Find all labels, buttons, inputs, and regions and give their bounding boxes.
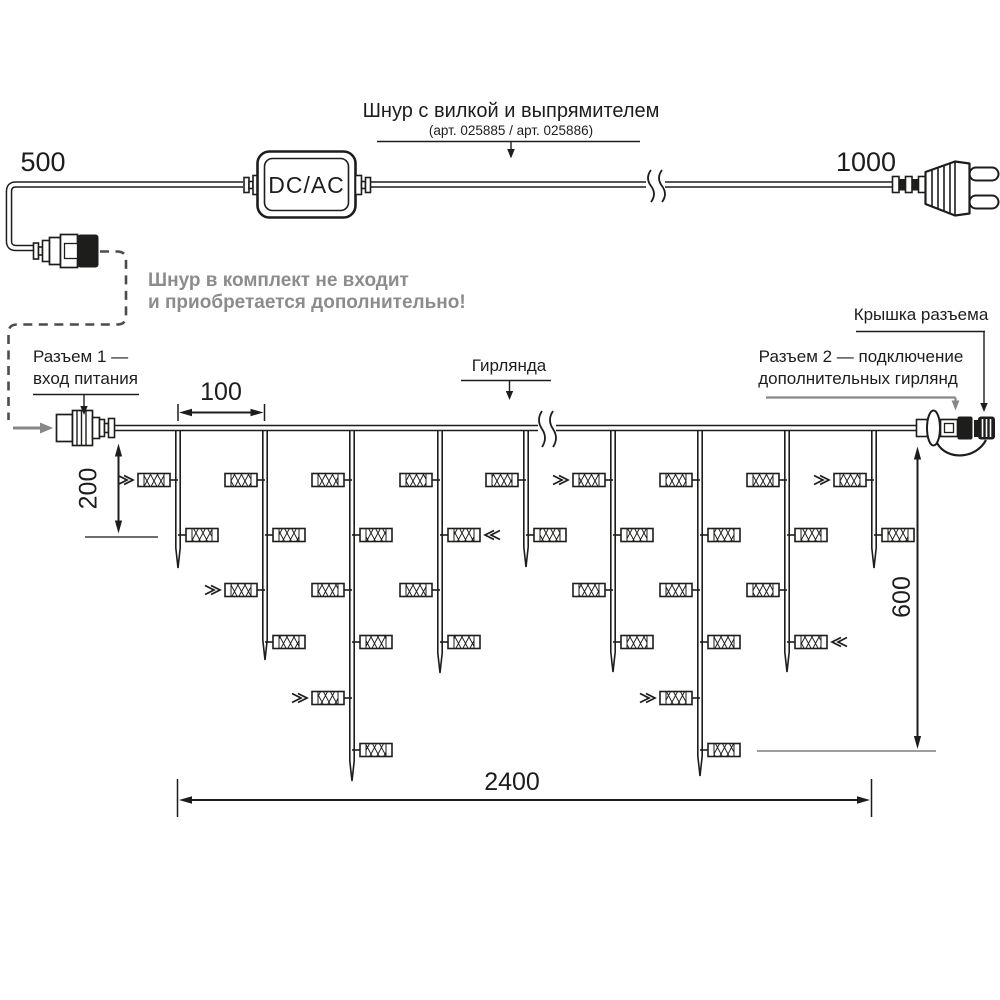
inline-power-connector <box>34 235 99 268</box>
bulb-direction-arrow-icon <box>640 694 655 703</box>
bulb <box>440 529 500 542</box>
bulb <box>787 529 827 542</box>
bulb <box>613 636 653 649</box>
bulb-direction-arrow-icon <box>814 476 829 485</box>
bulb <box>118 474 178 487</box>
bulb <box>660 584 700 597</box>
cord-callout <box>363 100 660 159</box>
converter-label: DC/AC <box>268 172 345 198</box>
bulb <box>312 474 352 487</box>
bulb <box>292 692 352 705</box>
bulb <box>225 474 265 487</box>
bulb <box>178 529 218 542</box>
cord-callout-subtitle: (арт. 025885 / арт. 025886) <box>428 123 594 138</box>
garland-drop <box>486 430 566 567</box>
down-arrow-icon <box>507 149 515 159</box>
bulb <box>312 584 352 597</box>
bulb <box>553 474 613 487</box>
bulb <box>613 529 653 542</box>
down-arrow-icon <box>952 401 960 411</box>
bulb <box>660 474 700 487</box>
not-included-note <box>148 270 466 313</box>
dimension-200 <box>75 444 159 538</box>
bulb-direction-arrow-icon <box>118 476 133 485</box>
bulb <box>486 474 526 487</box>
bulb <box>814 474 874 487</box>
dim-100: 100 <box>200 378 242 406</box>
power-plug <box>893 162 999 216</box>
garland-label: Гирлянда <box>471 356 547 375</box>
bulb <box>747 584 787 597</box>
bulb-direction-arrow-icon <box>832 638 847 647</box>
garland-drop <box>118 430 218 568</box>
garland-drop <box>814 430 914 568</box>
bulb <box>787 636 847 649</box>
garland-drop <box>747 430 847 672</box>
garland-drop <box>205 430 305 660</box>
garland-drop <box>292 430 392 781</box>
bulb <box>205 584 265 597</box>
dim-500: 500 <box>20 147 66 177</box>
cord-callout-title: Шнур с вилкой и выпрямителем <box>362 100 660 122</box>
bulb <box>265 529 305 542</box>
wire-break-symbol <box>648 170 665 202</box>
bulb <box>747 474 787 487</box>
cap-label: Крышка разъема <box>853 305 989 324</box>
bulb <box>352 744 392 757</box>
garland-drop <box>400 430 500 673</box>
dimension-600 <box>757 447 936 752</box>
connector-2 <box>958 417 973 440</box>
plug-prong-bottom <box>970 196 999 209</box>
connector1-callout <box>33 347 139 415</box>
gray-pointer-arrow <box>13 423 53 434</box>
bulb <box>640 692 700 705</box>
dimension-100 <box>178 378 265 421</box>
bulb-direction-arrow-icon <box>485 531 500 540</box>
bulb <box>874 529 914 542</box>
garland-callout <box>461 356 551 400</box>
bulb <box>700 529 740 542</box>
dim-1000: 1000 <box>835 147 897 177</box>
connector-1 <box>57 411 115 446</box>
connector2-callout <box>758 347 963 411</box>
connector2-label-line1: Разъем 2 — подключение <box>758 347 964 366</box>
dim-200: 200 <box>74 467 103 510</box>
bulb <box>352 529 392 542</box>
connector-2-assembly <box>917 411 996 456</box>
bulb-direction-arrow-icon <box>292 694 307 703</box>
bulb <box>352 636 392 649</box>
connector-cap <box>974 417 995 440</box>
cap-tether-cable <box>937 440 986 455</box>
connector1-label-line2: вход питания <box>33 369 138 388</box>
connector1-label-line1: Разъем 1 — <box>33 347 129 366</box>
note-line-1: Шнур в комплект не входит <box>148 270 409 291</box>
bulb <box>440 636 480 649</box>
dim-600: 600 <box>888 576 916 618</box>
garland-diagram <box>33 305 995 817</box>
note-line-2: и приобретается дополнительно! <box>148 292 466 313</box>
garland-drops-layer <box>118 430 914 781</box>
bulb <box>700 744 740 757</box>
bulb-direction-arrow-icon <box>553 476 568 485</box>
down-arrow-icon <box>506 391 513 400</box>
down-arrow-icon <box>980 403 987 412</box>
dim-2400: 2400 <box>484 768 540 796</box>
plug-prong-top <box>970 168 999 181</box>
garland-break-symbol <box>539 411 556 447</box>
garland-drop <box>640 430 740 776</box>
bulb <box>573 584 613 597</box>
dimension-2400 <box>178 768 872 817</box>
bulb <box>526 529 566 542</box>
connector2-label-line2: дополнительных гирлянд <box>758 369 958 388</box>
dc-ac-converter <box>244 152 371 218</box>
bulb <box>400 474 440 487</box>
garland-drop <box>553 430 653 672</box>
bulb <box>400 584 440 597</box>
bulb <box>265 636 305 649</box>
bulb <box>700 636 740 649</box>
bulb-direction-arrow-icon <box>205 586 220 595</box>
